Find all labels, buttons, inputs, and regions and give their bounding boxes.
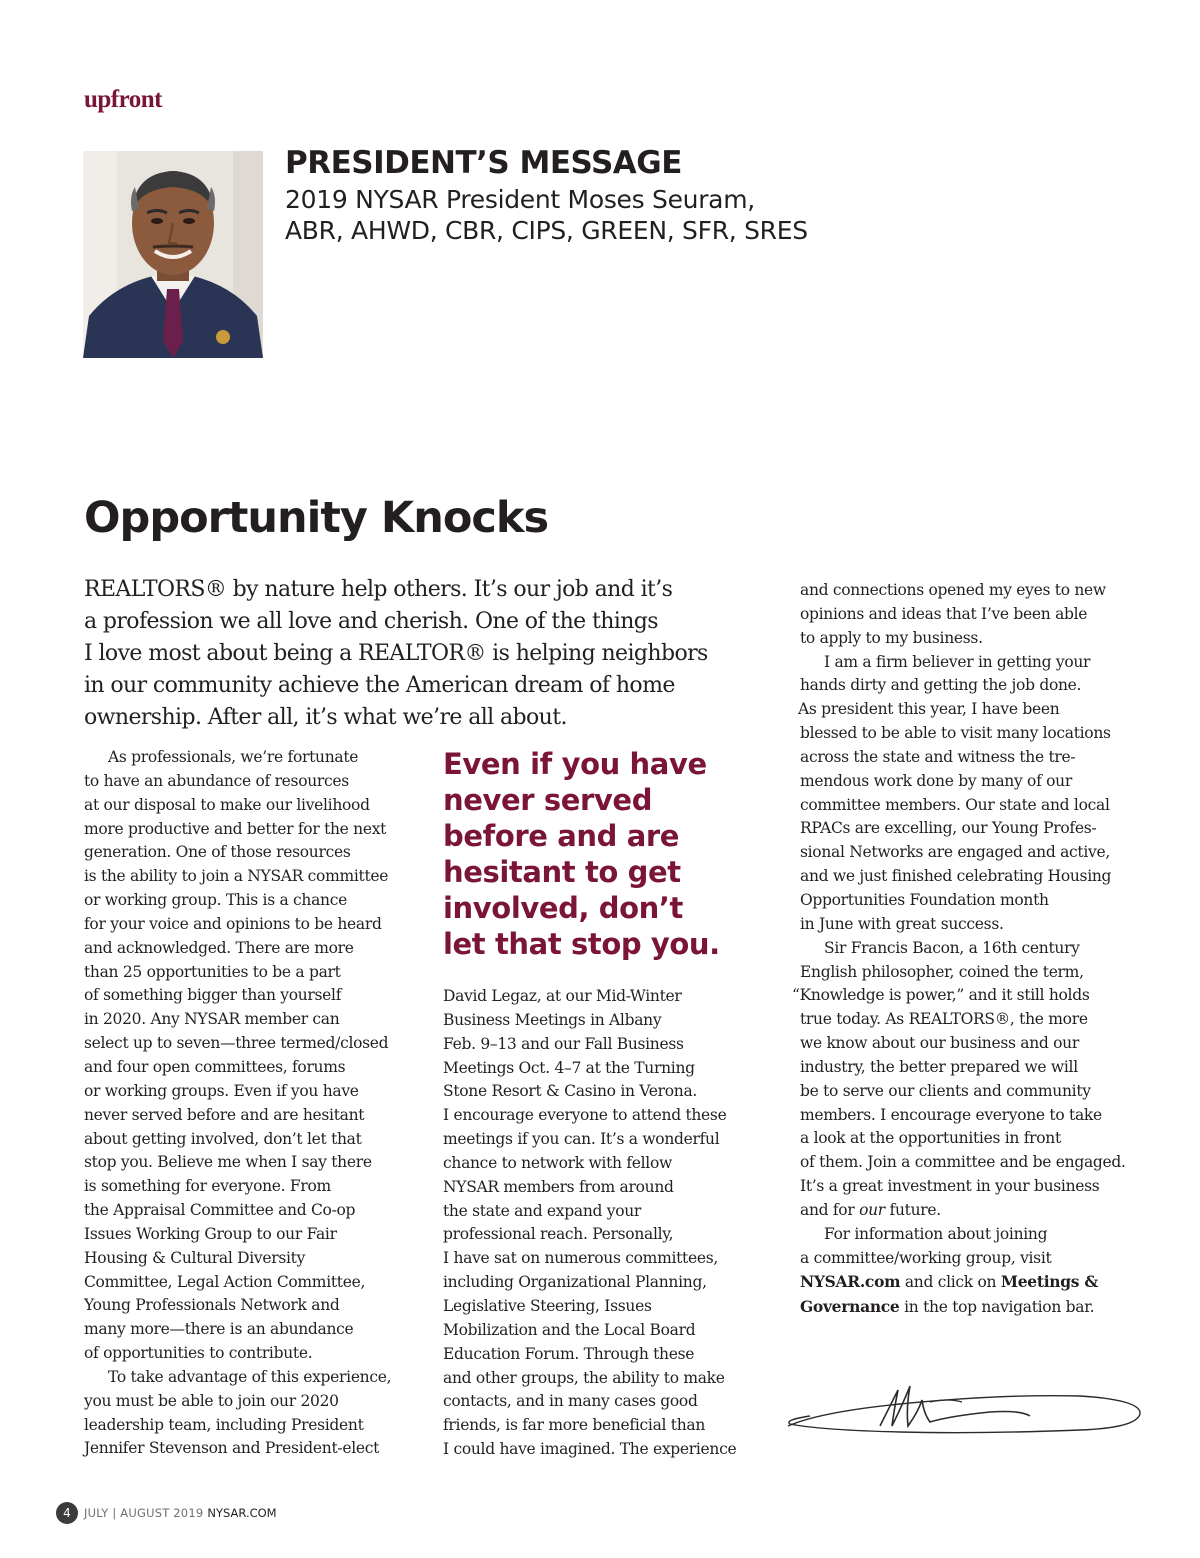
message-subtitle-line: 2019 NYSAR President Moses Seuram,: [285, 185, 755, 214]
body-line: It’s a great investment in your business: [800, 1177, 1100, 1196]
page-footer: [56, 1502, 277, 1524]
body-line: Meetings Oct. 4–7 at the Turning: [443, 1058, 695, 1077]
body-line: chance to network with fellow: [443, 1153, 672, 1172]
body-line: at our disposal to make our livelihood: [84, 795, 370, 814]
body-line: members. I encourage everyone to take: [800, 1105, 1102, 1124]
body-line: RPACs are excelling, our Young Profes-: [800, 819, 1097, 838]
body-line: select up to seven—three termed/closed: [84, 1034, 389, 1053]
body-line: sional Networks are engaged and active,: [800, 843, 1110, 862]
body-line: professional reach. Personally,: [443, 1225, 674, 1244]
body-line: we know about our business and our: [800, 1034, 1079, 1053]
issue-date: JULY | AUGUST 2019: [84, 1506, 204, 1520]
section-tag: upfront: [84, 86, 163, 113]
body-line: meetings if you can. It’s a wonderful: [443, 1130, 720, 1149]
body-line: Jennifer Stevenson and President-elect: [84, 1439, 380, 1458]
body-line: of opportunities to contribute.: [84, 1344, 313, 1363]
body-line: is something for everyone. From: [84, 1177, 331, 1196]
meetings-governance-label: Meetings &: [1000, 1272, 1099, 1292]
article-column-2: [443, 985, 736, 1462]
body-line: a committee/working group, visit: [800, 1248, 1052, 1267]
body-line: [800, 1199, 1126, 1223]
pull-quote-line: involved, don’t: [443, 891, 684, 925]
article-lead: [84, 574, 764, 734]
body-line: Legislative Steering, Issues: [443, 1296, 652, 1315]
pull-quote-line: hesitant to get: [443, 855, 681, 889]
article-column-1: [84, 746, 391, 1461]
body-line: leadership team, including President: [84, 1415, 364, 1434]
lead-line: a profession we all love and cherish. One of the things: [84, 609, 658, 634]
body-line: Stone Resort & Casino in Verona.: [443, 1082, 698, 1101]
body-line: “Knowledge is power,” and it still holds: [792, 986, 1090, 1005]
body-text: and for: [800, 1200, 860, 1219]
body-line: Education Forum. Through these: [443, 1344, 695, 1363]
body-line: of them. Join a committee and be engaged.: [800, 1153, 1126, 1172]
body-line: [800, 1270, 1126, 1295]
president-photo: [83, 151, 263, 358]
body-line: English philosopher, coined the term,: [800, 962, 1084, 981]
body-line: As president this year, I have been: [798, 700, 1060, 719]
body-line: I have sat on numerous committees,: [443, 1249, 719, 1268]
pull-quote: [443, 746, 720, 962]
lead-line: ownership. After all, it’s what we’re all about.: [84, 705, 567, 730]
body-line: and we just finished celebrating Housing: [800, 867, 1112, 886]
body-line: I am a firm believer in getting your: [824, 652, 1091, 671]
body-text: in the top navigation bar.: [899, 1298, 1095, 1317]
body-line: For information about joining: [824, 1224, 1048, 1243]
body-line: I encourage everyone to attend these: [443, 1106, 727, 1125]
body-line: to apply to my business.: [800, 628, 983, 647]
body-line: many more—there is an abundance: [84, 1320, 354, 1339]
emphasis-text: our: [859, 1200, 885, 1219]
president-signature: [780, 1376, 1148, 1446]
body-line: and connections opened my eyes to new: [800, 581, 1106, 599]
meetings-governance-label: Governance: [800, 1297, 900, 1317]
body-line: of something bigger than yourself: [84, 986, 342, 1005]
body-line: the Appraisal Committee and Co-op: [84, 1201, 356, 1220]
body-line: friends, is far more beneficial than: [443, 1416, 706, 1435]
body-line: a look at the opportunities in front: [800, 1129, 1061, 1148]
body-line: hands dirty and getting the job done.: [800, 676, 1082, 695]
body-line: generation. One of those resources: [84, 843, 351, 862]
article-headline: Opportunity Knocks: [84, 493, 549, 543]
body-line: opinions and ideas that I’ve been able: [800, 604, 1088, 623]
body-line: than 25 opportunities to be a part: [84, 962, 341, 981]
body-line: Sir Francis Bacon, a 16th century: [824, 938, 1080, 957]
nysar-link[interactable]: NYSAR.com: [800, 1272, 901, 1292]
body-line: Opportunities Foundation month: [800, 890, 1049, 909]
message-subtitle-line: ABR, AHWD, CBR, CIPS, GREEN, SFR, SRES: [285, 216, 808, 245]
body-line: To take advantage of this experience,: [108, 1367, 392, 1386]
body-line: committee members. Our state and local: [800, 795, 1110, 814]
article-column-3: [792, 579, 1126, 1320]
pull-quote-line: before and are: [443, 819, 680, 853]
body-line: Mobilization and the Local Board: [443, 1320, 696, 1339]
body-line: industry, the better prepared we will: [800, 1057, 1078, 1076]
body-line: across the state and witness the tre-: [800, 747, 1076, 766]
body-line: is the ability to join a NYSAR committee: [84, 867, 389, 886]
body-line: Business Meetings in Albany: [443, 1010, 662, 1029]
body-line: and four open committees, forums: [84, 1057, 346, 1076]
body-line: stop you. Believe me when I say there: [84, 1153, 372, 1172]
lead-line: in our community achieve the American dream of home: [84, 673, 675, 698]
body-line: or working group. This is a chance: [84, 891, 347, 910]
body-line: Feb. 9–13 and our Fall Business: [443, 1034, 684, 1053]
body-line: including Organizational Planning,: [443, 1273, 707, 1292]
lead-line: REALTORS® by nature help others. It’s our job and it’s: [84, 577, 673, 602]
body-line: David Legaz, at our Mid-Winter: [443, 987, 682, 1005]
body-line: [800, 1295, 1126, 1320]
message-subtitle: [285, 184, 808, 246]
message-title: PRESIDENT’S MESSAGE: [285, 145, 682, 181]
body-line: in June with great success.: [800, 914, 1004, 933]
body-line: As professionals, we’re fortunate: [108, 748, 359, 766]
body-line: to have an abundance of resources: [84, 771, 349, 790]
body-line: Issues Working Group to our Fair: [84, 1224, 337, 1243]
body-line: you must be able to join our 2020: [84, 1391, 339, 1410]
body-line: Committee, Legal Action Committee,: [84, 1272, 366, 1291]
body-line: in 2020. Any NYSAR member can: [84, 1010, 340, 1029]
body-line: about getting involved, don’t let that: [84, 1129, 362, 1148]
body-line: Housing & Cultural Diversity: [84, 1248, 306, 1267]
pull-quote-line: Even if you have: [443, 747, 707, 781]
body-line: blessed to be able to visit many locations: [800, 724, 1111, 743]
footer-site[interactable]: NYSAR.COM: [207, 1506, 277, 1520]
body-line: contacts, and in many cases good: [443, 1392, 698, 1411]
page-number-badge: 4: [56, 1502, 78, 1524]
lead-line: I love most about being a REALTOR® is helping neighbors: [84, 641, 708, 666]
body-line: and other groups, the ability to make: [443, 1368, 725, 1387]
body-text: and click on: [900, 1273, 1001, 1292]
body-line: Young Professionals Network and: [84, 1296, 340, 1315]
body-line: true today. As REALTORS®, the more: [800, 1010, 1088, 1029]
body-line: never served before and are hesitant: [84, 1105, 365, 1124]
pull-quote-line: let that stop you.: [443, 927, 720, 961]
body-line: mendous work done by many of our: [800, 771, 1072, 790]
body-line: NYSAR members from around: [443, 1177, 674, 1196]
pull-quote-line: never served: [443, 783, 653, 817]
body-line: I could have imagined. The experience: [443, 1440, 737, 1459]
body-line: and acknowledged. There are more: [84, 938, 354, 957]
body-line: be to serve our clients and community: [800, 1081, 1091, 1100]
body-text: future.: [884, 1200, 941, 1219]
body-line: for your voice and opinions to be heard: [84, 914, 382, 933]
body-line: or working groups. Even if you have: [84, 1081, 359, 1100]
body-line: the state and expand your: [443, 1201, 642, 1220]
body-line: more productive and better for the next: [84, 819, 387, 838]
